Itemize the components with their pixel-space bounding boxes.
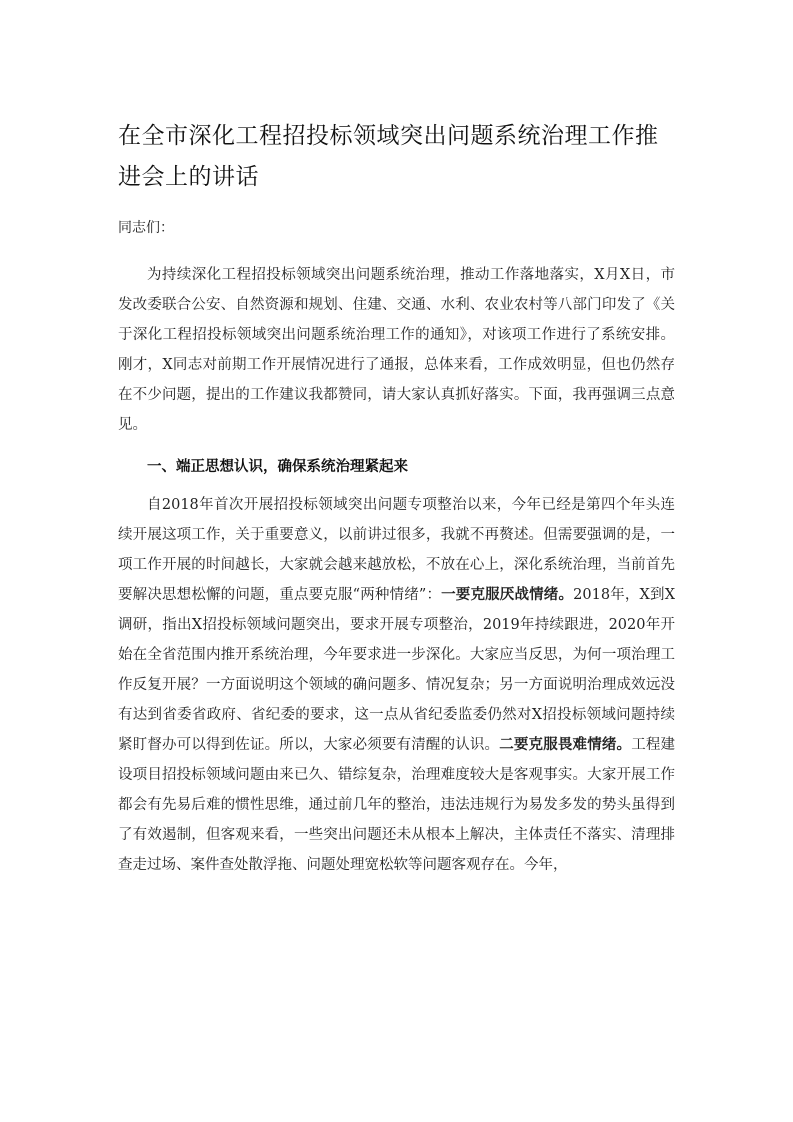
emphasis-overcome-fear-of-difficulty: 二要克服畏难情绪。: [499, 736, 632, 753]
section-1-paragraph: [118, 490, 675, 880]
emphasis-overcome-war-weariness: 一要克服厌战情绪。: [441, 586, 574, 603]
section-1-text-part1: 自2018年首次开展招投标领域突出问题专项整治以来，今年已经是第四个年头连续开展这项工作，关于重要意义，以前讲过很多，我就不再赘述。但需要强调的是，一项工作开展的时间越长，大家就会越来越放松，不放在心上，深化系统治理，当前首先要解决思想松懈的问题，重点要克服“两种情绪”：: [118, 497, 675, 603]
section-1-text-part2: 2018年，X到X调研，指出X招投标领域问题突出，要求开展专项整治，2019年持续跟进，2020年开始在全省范围内推开系统治理，今年要求进一步深化。大家应当反思，为何一项治理工作反复开展？一方面说明这个领域的确问题多、情况复杂；另一方面说明治理成效远没有达到省委省政府、省纪委的要求，这一点从省纪委监委仍然对X招投标领域问题持续紧盯督办可以得到佐证。所以，大家必须要有清醒的认识。: [118, 587, 676, 753]
section-heading-1: 一、端正思想认识，确保系统治理紧起来: [147, 459, 408, 475]
salutation: 同志们：: [118, 220, 174, 236]
document-title: 在全市深化工程招投标领域突出问题系统治理工作推进会上的讲话: [118, 123, 659, 190]
section-1-text-part3: 工程建设项目招投标领域问题由来已久、错综复杂，治理难度较大是客观事实。大家开展工作都会有先易后难的惯性思维，通过前几年的整治，违法违规行为易发多发的势头虽得到了有效遏制，但客观来看，一些突出问题还未从根本上解决，主体责任不落实、清理排查走过场、案件查处散浮拖、问题处理宽松软等问题客观存在。今年，: [118, 737, 676, 873]
intro-paragraph: 为持续深化工程招投标领域突出问题系统治理，推动工作落地落实，X月X日，市发改委联合公安、自然资源和规划、住建、交通、水利、农业农村等八部门印发了《关于深化工程招投标领域突出问题系统治理工作的通知》，对该项工作进行了系统安排。刚才，X同志对前期工作开展情况进行了通报，总体来看，工作成效明显，但也仍然存在不少问题，提出的工作建议我都赞同，请大家认真抓好落实。下面，我再强调三点意见。: [118, 267, 675, 433]
